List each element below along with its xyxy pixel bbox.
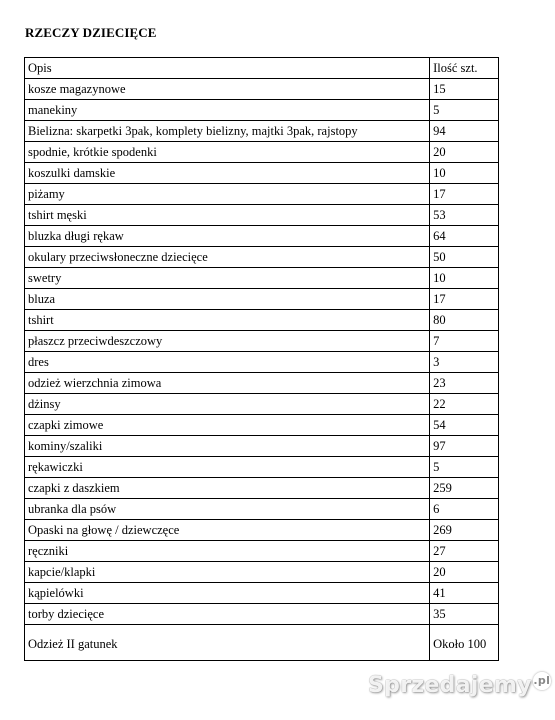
item-description: odzież wierzchnia zimowa — [25, 373, 430, 394]
item-quantity: 41 — [430, 583, 499, 604]
item-quantity: Około 100 — [430, 625, 499, 661]
item-quantity: 23 — [430, 373, 499, 394]
column-header-quantity: Ilość szt. — [430, 58, 499, 79]
item-description: dżinsy — [25, 394, 430, 415]
table-row — [25, 100, 499, 121]
document-title: RZECZY DZIECIĘCE — [25, 25, 157, 40]
table-row — [25, 541, 499, 562]
item-description: kąpielówki — [25, 583, 430, 604]
item-description: tshirt męski — [25, 205, 430, 226]
item-description: koszulki damskie — [25, 163, 430, 184]
table-row — [25, 478, 499, 499]
table-row — [25, 247, 499, 268]
item-description: czapki z daszkiem — [25, 478, 430, 499]
table-row — [25, 520, 499, 541]
table-body — [25, 79, 499, 661]
item-quantity: 259 — [430, 478, 499, 499]
item-quantity: 54 — [430, 415, 499, 436]
item-description: tshirt — [25, 310, 430, 331]
item-quantity: 97 — [430, 436, 499, 457]
table-row — [25, 394, 499, 415]
table-row — [25, 562, 499, 583]
table-row — [25, 184, 499, 205]
item-quantity: 50 — [430, 247, 499, 268]
item-quantity: 53 — [430, 205, 499, 226]
item-quantity: 35 — [430, 604, 499, 625]
item-quantity: 10 — [430, 163, 499, 184]
table-row — [25, 352, 499, 373]
item-quantity: 15 — [430, 79, 499, 100]
item-description: czapki zimowe — [25, 415, 430, 436]
item-quantity: 80 — [430, 310, 499, 331]
item-quantity: 6 — [430, 499, 499, 520]
table-row — [25, 205, 499, 226]
item-quantity: 269 — [430, 520, 499, 541]
table-row — [25, 142, 499, 163]
table-header-row — [25, 58, 499, 79]
item-description: swetry — [25, 268, 430, 289]
item-description: spodnie, krótkie spodenki — [25, 142, 430, 163]
item-quantity: 10 — [430, 268, 499, 289]
item-quantity: 17 — [430, 184, 499, 205]
table-row — [25, 163, 499, 184]
item-description: torby dziecięce — [25, 604, 430, 625]
item-description: kominy/szaliki — [25, 436, 430, 457]
item-description: bluzka długi rękaw — [25, 226, 430, 247]
table-row — [25, 436, 499, 457]
table-row — [25, 331, 499, 352]
table-row — [25, 457, 499, 478]
item-description: płaszcz przeciwdeszczowy — [25, 331, 430, 352]
item-description: rękawiczki — [25, 457, 430, 478]
table-row — [25, 604, 499, 625]
watermark-logo — [368, 672, 551, 698]
item-quantity: 7 — [430, 331, 499, 352]
item-quantity: 20 — [430, 562, 499, 583]
table-row — [25, 499, 499, 520]
item-quantity: 20 — [430, 142, 499, 163]
table-row — [25, 310, 499, 331]
table-row — [25, 415, 499, 436]
table-row — [25, 583, 499, 604]
item-quantity: 5 — [430, 457, 499, 478]
item-description: ubranka dla psów — [25, 499, 430, 520]
item-description: Bielizna: skarpetki 3pak, komplety bielizny, majtki 3pak, rajstopy — [25, 121, 430, 142]
table-row — [25, 373, 499, 394]
column-header-description: Opis — [25, 58, 430, 79]
item-description: piżamy — [25, 184, 430, 205]
item-quantity: 17 — [430, 289, 499, 310]
item-quantity: 22 — [430, 394, 499, 415]
table-row — [25, 268, 499, 289]
item-description: dres — [25, 352, 430, 373]
item-description: ręczniki — [25, 541, 430, 562]
item-description: Opaski na głowę / dziewczęce — [25, 520, 430, 541]
item-quantity: 3 — [430, 352, 499, 373]
item-quantity: 5 — [430, 100, 499, 121]
watermark-text: Sprzedajemy — [368, 673, 532, 698]
item-description: kosze magazynowe — [25, 79, 430, 100]
item-description: bluza — [25, 289, 430, 310]
item-quantity: 64 — [430, 226, 499, 247]
watermark-suffix: .pl — [533, 672, 551, 690]
item-description: manekiny — [25, 100, 430, 121]
item-description: Odzież II gatunek — [25, 625, 430, 661]
item-quantity: 94 — [430, 121, 499, 142]
table-row — [25, 121, 499, 142]
table-row — [25, 79, 499, 100]
item-description: okulary przeciwsłoneczne dziecięce — [25, 247, 430, 268]
table-row — [25, 226, 499, 247]
table-row — [25, 289, 499, 310]
item-quantity: 27 — [430, 541, 499, 562]
table-row — [25, 625, 499, 661]
items-table — [24, 57, 499, 661]
item-description: kapcie/klapki — [25, 562, 430, 583]
